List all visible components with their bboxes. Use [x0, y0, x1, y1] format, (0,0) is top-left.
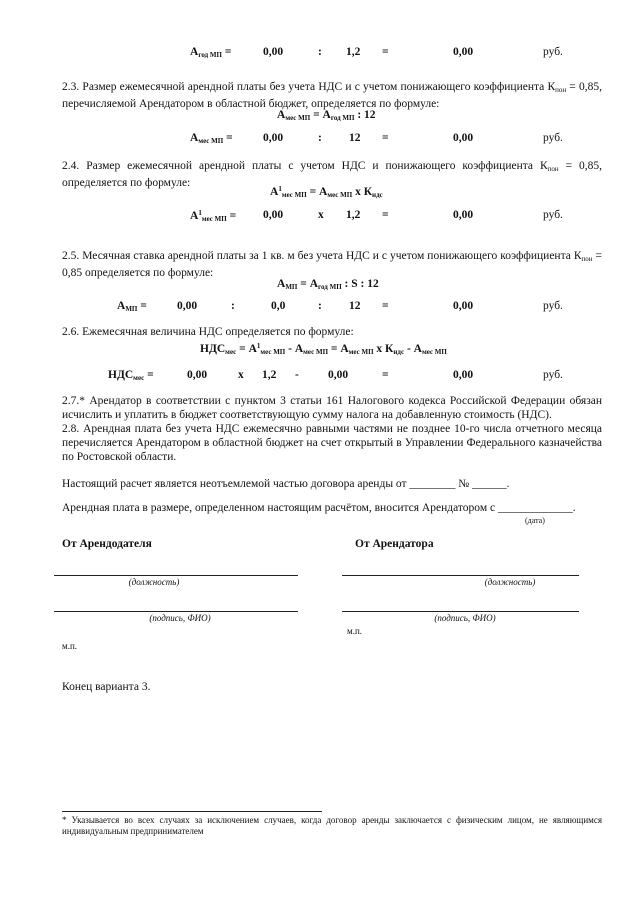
row-2-4-eq: = [382, 209, 389, 221]
row-2-4-v2: 1,2 [346, 209, 361, 221]
row-2-3-result: 0,00 [453, 132, 474, 144]
formula-2-6: $НДС_{мес} = А^1_{мес МП} - А_{мес МП} = А_{мес МП}$ х $К_{ндс} - А_{мес МП}$ [200, 342, 447, 356]
paragraph-2-8: 2.8. Арендная плата без учета НДС ежемесячно равными частями не позднее 10-го числа отчетного месяца перечисляется Арендатором в областной бюджет на счет открытый в Управлении Федерального казначейства по Ростовской области. [62, 423, 602, 463]
paragraph-2-3: 2.3. Размер ежемесячной арендной платы без учета НДС и с учетом понижающего коэффициента $К_{пон} = 0,85$, перечисляемой Арендатором в областной бюджет, определяется по формуле: [62, 81, 602, 110]
lessor-position-line [54, 575, 298, 576]
paragraph-2-7: 2.7.* Арендатор в соответствии с пунктом 3 статьи 161 Налогового кодекса Российской Федерации обязан исчислить и уплатить в бюджет соответствующую сумму налога на добавленную стоимость (НДС). [62, 395, 602, 421]
formula-2-4: $А^1_{мес МП} = А_{мес МП}$ х $К_{ндс}$ [270, 185, 383, 199]
row-year-eq: = [382, 46, 389, 58]
lessor-heading: От Арендодателя [62, 538, 152, 550]
footnote-separator [62, 811, 322, 812]
footnote: * Указывается во всех случаях за исключением случаев, когда договор аренды заключается с физическим лицом, не являющимся индивидуальным предпринимателем [62, 815, 602, 836]
row-2-6-eq: = [382, 369, 389, 381]
row-2-5-op1: : [231, 300, 235, 312]
lessor-stamp: м.п. [62, 641, 78, 651]
row-2-3-label: $А_{мес МП}$ = [190, 132, 233, 145]
row-2-6-v3: 0,00 [328, 369, 349, 381]
row-2-4-result: 0,00 [453, 209, 474, 221]
row-2-6-v2: 1,2 [262, 369, 277, 381]
row-2-6-op1: х [238, 369, 244, 381]
lessor-position-caption: (должность) [128, 577, 180, 587]
row-2-5-v3: 12 [349, 300, 361, 312]
row-2-4-v1: 0,00 [263, 209, 284, 221]
row-year-unit: руб. [543, 46, 563, 58]
formula-2-5: $А_{МП} = А_{год МП}$ : S : 12 [277, 278, 379, 291]
lessee-heading: От Арендатора [355, 538, 434, 550]
lessor-sign-caption: (подпись, ФИО) [149, 613, 211, 623]
row-2-5-label: $А_{МП}$ = [117, 300, 147, 313]
formula-2-3: $А_{мес МП} = А_{год МП}$ : 12 [277, 109, 376, 122]
row-year-v1: 0,00 [263, 46, 284, 58]
integral-part-text: Настоящий расчет является неотъемлемой частью договора аренды от ________ № ______. [62, 478, 510, 490]
row-2-6-unit: руб. [543, 369, 563, 381]
row-2-3-unit: руб. [543, 132, 563, 144]
row-2-4-op1: х [318, 209, 324, 221]
row-2-3-v2: 12 [349, 132, 361, 144]
row-2-5-v1: 0,00 [177, 300, 198, 312]
row-2-5-unit: руб. [543, 300, 563, 312]
row-2-3-op1: : [318, 132, 322, 144]
row-year-v2: 1,2 [346, 46, 361, 58]
lessor-sign-line [54, 611, 298, 612]
row-year-op1: : [318, 46, 322, 58]
row-2-6-result: 0,00 [453, 369, 474, 381]
paragraph-2-6: 2.6. Ежемесячная величина НДС определяется по формуле: [62, 326, 354, 338]
row-2-5-op2: : [318, 300, 322, 312]
row-2-3-eq: = [382, 132, 389, 144]
lessee-stamp: м.п. [347, 626, 363, 636]
payment-text: Арендная плата в размере, определенном настоящим расчётом, вносится Арендатором с _____________. [62, 502, 576, 514]
row-2-4-unit: руб. [543, 209, 563, 221]
row-2-5-eq: = [382, 300, 389, 312]
row-2-5-v2: 0,0 [271, 300, 286, 312]
paragraph-2-5: 2.5. Месячная ставка арендной платы за 1 кв. м без учета НДС и с учетом понижающего коэффициента $К_{пон} = 0,85$ определяется по формуле: [62, 250, 602, 279]
end-of-variant: Конец варианта 3. [62, 681, 151, 693]
row-2-3-v1: 0,00 [263, 132, 284, 144]
row-2-6-label: $НДС_{мес}$ = [108, 369, 154, 382]
row-2-6-v1: 0,00 [187, 369, 208, 381]
lessee-position-caption: (должность) [484, 577, 536, 587]
lessee-sign-line [342, 611, 579, 612]
lessee-sign-caption: (подпись, ФИО) [434, 613, 496, 623]
row-2-5-result: 0,00 [453, 300, 474, 312]
row-2-4-label: $А^1_{мес МП}$ = [190, 209, 237, 223]
paragraph-2-4: 2.4. Размер ежемесячной арендной платы с учетом НДС и понижающего коэффициента $К_{пон} = 0,85$, определяется по формуле: [62, 160, 602, 189]
row-year-result: 0,00 [453, 46, 474, 58]
lessee-position-line [342, 575, 579, 576]
date-caption: (дата) [525, 516, 545, 525]
row-year-label: $А_{год МП}$ = [190, 46, 232, 59]
row-2-6-op2: - [295, 369, 299, 381]
